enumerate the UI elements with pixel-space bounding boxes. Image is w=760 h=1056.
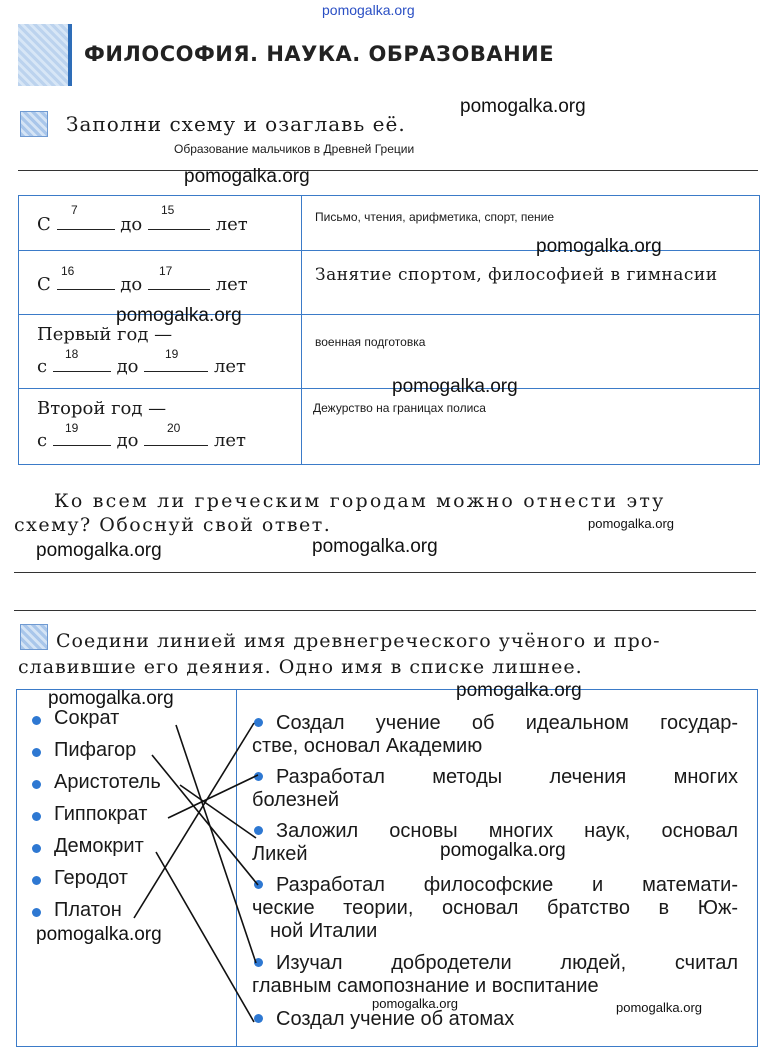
row2-to-value: 17 [159, 264, 173, 278]
question-line-2: схему? Обоснуй свой ответ. [14, 514, 332, 536]
watermark: pomogalka.org [312, 536, 438, 557]
scheme-title: Образование мальчиков в Древней Греции [174, 142, 415, 156]
task2-instruction-line-2: славившие его деяния. Одно имя в списке лишнее. [18, 656, 583, 678]
watermark: pomogalka.org [36, 924, 162, 945]
row4-head: Второй год — [37, 398, 167, 419]
row4-age-range: с до лет [37, 430, 246, 451]
task2-instruction-line-1: Соедини линией имя древнегреческого учёного и про- [56, 630, 661, 652]
row3-to-value: 19 [165, 347, 179, 361]
watermark: pomogalka.org [392, 376, 518, 397]
connection-line-sokrat [176, 725, 256, 963]
watermark-top: pomogalka.org [322, 2, 415, 18]
row2-answer: Занятие спортом, философией в гимнасии [315, 265, 718, 285]
row3-head: Первый год — [37, 324, 173, 345]
watermark: pomogalka.org [36, 540, 162, 561]
deed-item: Создал учение об атомах [276, 1008, 515, 1030]
deed-item: Создал учение об идеальном государ- стве, основал Академию [252, 712, 738, 757]
watermark: pomogalka.org [456, 680, 582, 701]
task1-instruction: Заполни схему и озаглавь её. [66, 112, 406, 136]
name-item: Пифагор [54, 739, 137, 761]
watermark: pomogalka.org [184, 166, 310, 187]
deed-item: Разработал методы лечения многих болезней [252, 766, 738, 811]
row1-to-value: 15 [161, 203, 175, 217]
connection-line-pifagor [152, 755, 258, 885]
watermark: pomogalka.org [372, 996, 458, 1011]
name-item: Сократ [54, 707, 120, 729]
watermark: pomogalka.org [116, 305, 242, 326]
connection-line-demokrit [156, 852, 254, 1022]
watermark: pomogalka.org [48, 688, 174, 709]
deed-item: Изучал добродетели людей, считал главным самопознание и воспитание [252, 952, 738, 997]
name-item: Гиппократ [54, 803, 148, 825]
connection-line-aristotel [180, 785, 256, 838]
name-item: Платон [54, 899, 122, 921]
row4-to-value: 20 [167, 421, 181, 435]
row1-from-value: 7 [71, 203, 78, 217]
connection-line-gippokrat [168, 775, 258, 818]
deed-item: Разработал философские и математи- ческие теории, основал братство в Юж- ной Италии [252, 874, 738, 942]
chapter-title: ФИЛОСОФИЯ. НАУКА. ОБРАЗОВАНИЕ [84, 42, 555, 66]
connection-line-platon [134, 723, 254, 918]
watermark: pomogalka.org [616, 1000, 702, 1015]
question-line-1: Ко всем ли греческим городам можно отнести эту [54, 490, 666, 512]
deed-item: Заложил основы многих наук, основал Ликей [252, 820, 738, 865]
watermark: pomogalka.org [440, 840, 566, 861]
name-item: Аристотель [54, 771, 161, 793]
row3-from-value: 18 [65, 347, 79, 361]
row1-age-range: С до лет [37, 214, 248, 235]
row3-age-range: с до лет [37, 356, 246, 377]
name-item: Геродот [54, 867, 128, 889]
row2-age-range: С до лет [37, 274, 248, 295]
row4-from-value: 19 [65, 421, 79, 435]
watermark: pomogalka.org [460, 96, 586, 117]
row3-answer: военная подготовка [315, 335, 426, 349]
row1-answer: Письмо, чтения, арифметика, спорт, пение [315, 210, 555, 224]
row4-answer: Дежурство на границах полиса [313, 401, 486, 415]
row2-from-value: 16 [61, 264, 75, 278]
name-item: Демокрит [54, 835, 144, 857]
watermark: pomogalka.org [536, 236, 662, 257]
watermark: pomogalka.org [588, 516, 674, 531]
